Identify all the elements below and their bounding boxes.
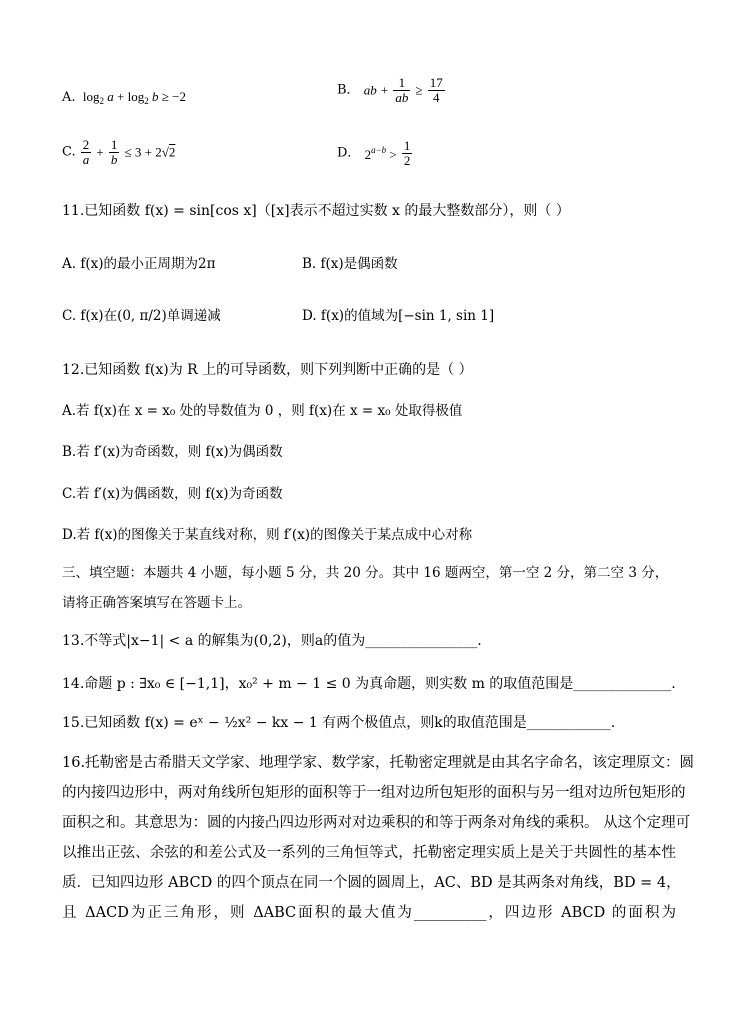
q11-option-a: A. f(x)的最小正周期为2π xyxy=(62,256,216,272)
q16-paragraph xyxy=(62,748,695,928)
q11-stem: 11.已知函数 f(x) = sin[cos x]（[x]表示不超过实数 x 的最大整数部分），则（ ） xyxy=(62,203,570,219)
q10-option-b: B． ab + $\frac{1}{ab}$ ≥ $\frac{17}{4}$ xyxy=(337,75,443,105)
q12-option-c: C.若 f′(x)为偶函数，则 f(x)为奇函数 xyxy=(62,486,283,502)
q14: 14.命题 p : ∃x₀ ∈ [−1,1]，x₀² + m − 1 ≤ 0 为真命题，则实数 m 的取值范围是______________. xyxy=(62,676,676,692)
q10-option-a: A. $\log_2 a + \log_2 b \ge -2$ xyxy=(62,89,186,106)
q11-option-d: D. f(x)的值域为[−sin 1, sin 1] xyxy=(302,308,495,324)
q16-line-6: 且 ΔACD为正三角形，则 ΔABC面积的最大值为__________，四边形 ABCD 的面积为 xyxy=(62,905,676,921)
q16-line-4: 以推出正弦、余弦的和差公式及一系列的三角恒等式，托勒密定理实质上是关于共圆性的基本性 xyxy=(62,845,676,861)
q15: 15.已知函数 f(x) = eˣ − ½x² − kx − 1 有两个极值点，则k的取值范围是____________. xyxy=(62,715,616,731)
q12-option-d: D.若 f(x)的图像关于某直线对称，则 f′(x)的图像关于某点成中心对称 xyxy=(62,527,473,543)
q11-option-b: B. f(x)是偶函数 xyxy=(302,256,398,272)
q12-option-b: B.若 f′(x)为奇函数，则 f(x)为偶函数 xyxy=(62,444,283,460)
q13: 13.不等式|x−1| < a 的解集为(0,2)，则a的值为________________. xyxy=(62,633,482,649)
q10-option-c: C. $\frac{2}{a}$ + $\frac{1}{b}$ ≤ 3 + 2√2 xyxy=(62,137,176,167)
q12-option-a: A.若 f(x)在 x = x₀ 处的导数值为 0 ，则 f(x)在 x = x₀ 处取得极值 xyxy=(62,403,463,419)
q11-option-c: C. f(x)在(0, π/2)单调递减 xyxy=(62,308,221,324)
q16-line-3: 面积之和。其意思为：圆的内接凸四边形两对对边乘积的和等于两条对角线的乘积。 从这个定理可 xyxy=(62,815,691,831)
section-3-header-line-2: 请将正确答案填写在答题卡上。 xyxy=(62,595,251,611)
q10-option-d: D． $2^{a-b}$ > $\frac{1}{2}$ xyxy=(337,138,411,168)
q12-stem: 12.已知函数 f(x)为 R 上的可导函数，则下列判断中正确的是（ ） xyxy=(62,362,473,378)
q16-line-2: 的内接四边形中，两对角线所包矩形的面积等于一组对边所包矩形的面积与另一组对边所包矩形的 xyxy=(62,785,686,801)
q16-line-1: 16.托勒密是古希腊天文学家、地理学家、数学家，托勒密定理就是由其名字命名，该定理原文：圆 xyxy=(62,755,695,771)
section-3-header-line-1: 三、填空题：本题共 4 小题，每小题 5 分，共 20 分。其中 16 题两空，第一空 2 分，第二空 3 分， xyxy=(62,565,669,581)
q16-line-5: 质．已知四边形 ABCD 的四个顶点在同一个圆的圆周上，AC、BD 是其两条对角线，BD = 4， xyxy=(62,875,681,891)
